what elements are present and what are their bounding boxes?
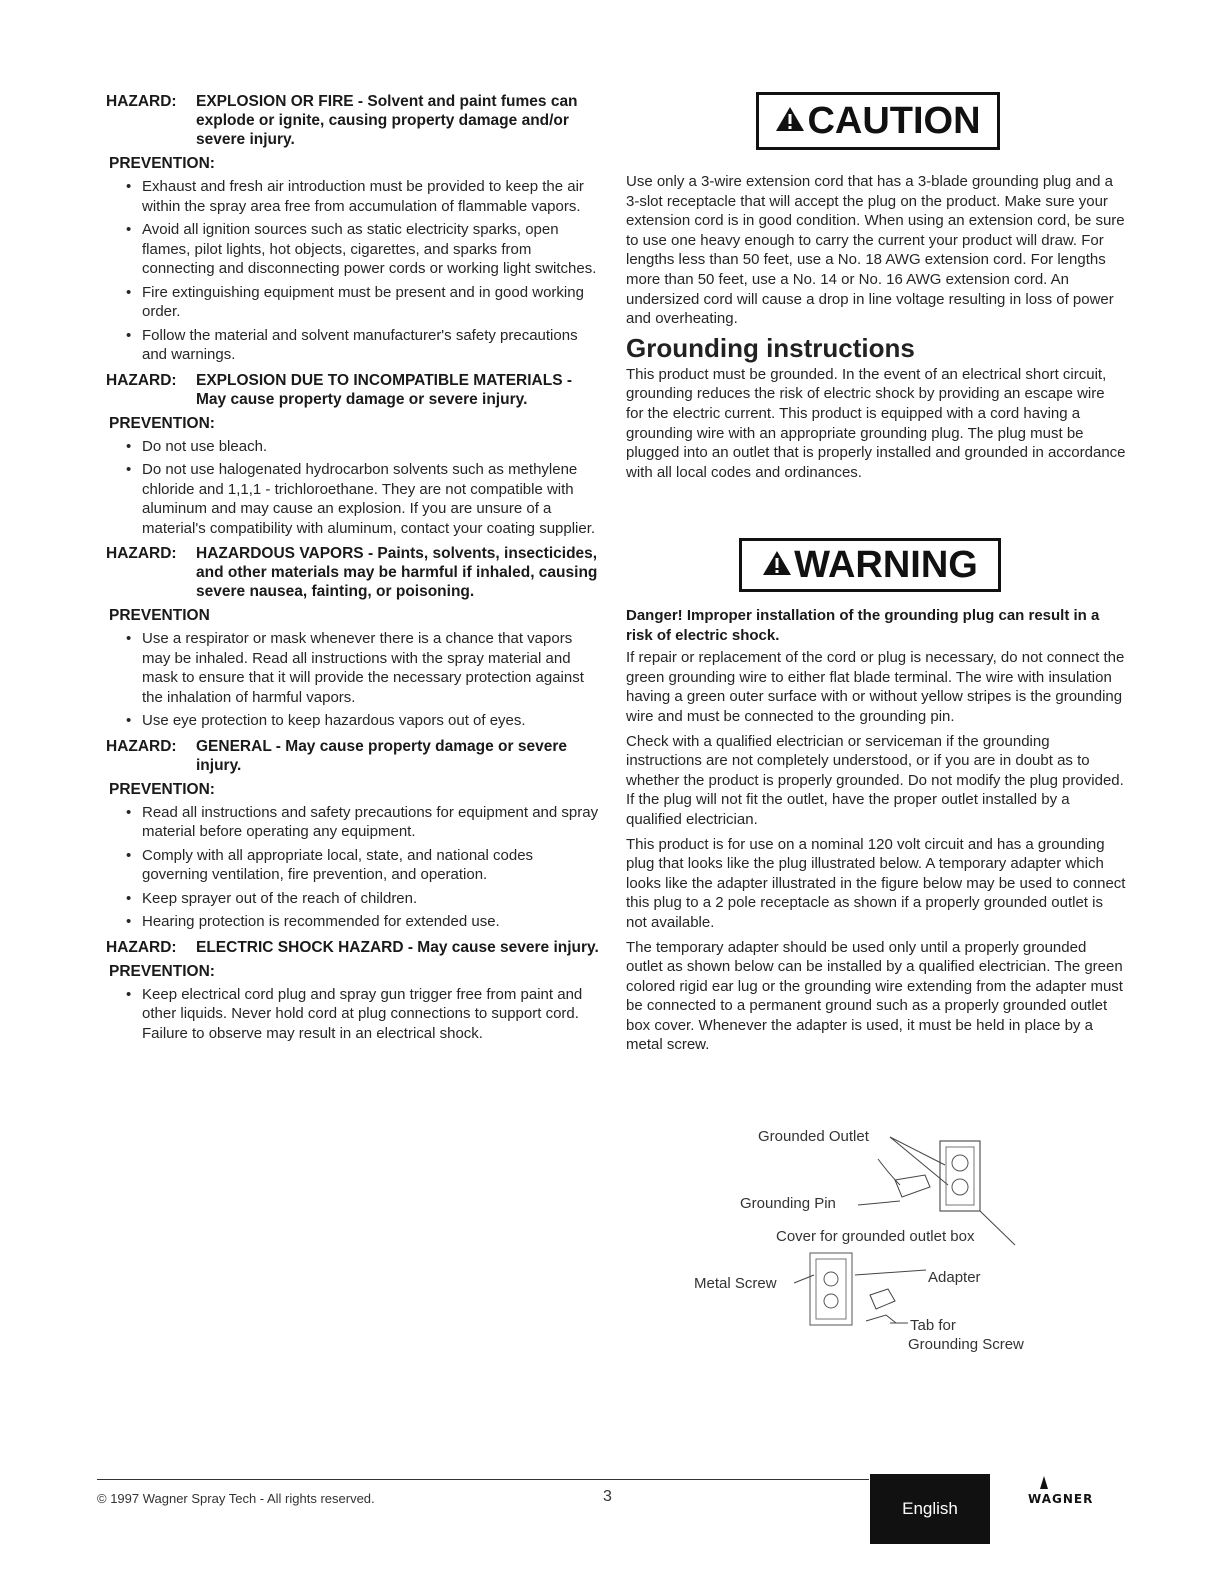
list-item: • Exhaust and fresh air introduction must be provided to keep the air within the spray area free from accumulation of flammable vapors. (106, 177, 600, 216)
hazard-heading: HAZARD: ELECTRIC SHOCK HAZARD - May cause severe injury. (106, 938, 599, 956)
paragraph: This product is for use on a nominal 120 volt circuit and has a grounding plug that looks like the plug illustrated below. A temporary adapter which looks like the adapter illustrated in the figure below may be used to connect this plug to a 2 pole receptacle as shown if a properly grounded outlet is not available. (626, 835, 1126, 931)
prevention-list (106, 629, 600, 731)
prevention-label: PREVENTION: (109, 780, 215, 798)
prevention-label: PREVENTION: (109, 155, 215, 172)
prevention-label: PREVENTION: (109, 414, 215, 432)
paragraph: If repair or replacement of the cord or plug is necessary, do not connect the green grounding wire to either flat blade terminal. The wire with insulation having a green outer surface with or without yellow stripes is the grounding wire and must be connected to the grounding pin. (626, 649, 1125, 725)
warning-label: WARNING (794, 543, 978, 586)
label-grounding-pin: Grounding Pin (740, 1195, 836, 1212)
label-grounded-outlet: Grounded Outlet (758, 1128, 869, 1145)
hazard-heading: HAZARD: EXPLOSION OR FIRE - Solvent and paint fumes can explode or ignite, causing property damage and/or severe injury. (106, 93, 578, 148)
label-metal-screw: Metal Screw (694, 1275, 777, 1292)
list-item: • Use eye protection to keep hazardous vapors out of eyes. (106, 711, 600, 731)
copyright: © 1997 Wagner Spray Tech - All rights reserved. (97, 1491, 375, 1506)
prevention-list (106, 437, 600, 539)
hazard-heading: HAZARD: GENERAL - May cause property damage or severe injury. (106, 737, 567, 774)
grounding-title: Grounding instructions (626, 332, 915, 363)
paragraph: Check with a qualified electrician or serviceman if the grounding instructions are not completely understood, or if you are in doubt as to whether the product is properly grounded. Do not modify the plug provided. If the plug will not fit the outlet, have the proper outlet installed by a qualified electrician. (626, 732, 1124, 828)
wagner-flame-icon (1024, 1476, 1064, 1490)
paragraph: The temporary adapter should be used only until a properly grounded outlet as shown below can be installed by a qualified electrician. The green colored rigid ear lug or the grounding wire extending from the adapter must be connected to a permanent ground such as a properly grounded outlet box cover. Whenever the adapter is used, it must be held in place by a metal screw. (626, 938, 1123, 1054)
right-column-lower (626, 606, 1126, 1060)
list-item: • Use a respirator or mask whenever there is a chance that vapors may be inhaled. Read all instructions with the spray material and mask to ensure that it will provide the necessary protection against the inhalation of harmful vapors. (106, 629, 600, 707)
page-number: 3 (603, 1488, 612, 1505)
prevention-label: PREVENTION: (109, 962, 215, 980)
list-item: • Avoid all ignition sources such as static electricity sparks, open flames, pilot lights, hot objects, cigarettes, and sparks from connecting and disconnecting power cords or working light switches. (106, 220, 600, 279)
label-tab: Tab for (910, 1317, 956, 1334)
caution-callout (756, 92, 1000, 150)
label-adapter: Adapter (928, 1269, 981, 1286)
prevention-list (106, 985, 600, 1044)
caution-text: Use only a 3-wire extension cord that has a 3-blade grounding plug and a 3-slot receptacle that will accept the plug on the product. Make sure your extension cord is in good condition. When using an extension cord, be sure to use one heavy enough to carry the current your product will draw. For lengths less than 50 feet, use a No. 18 AWG extension cord. For lengths more than 50 feet, use a No. 14 or No. 16 AWG extension cord. An undersized cord will cause a drop in line voltage resulting in loss of power and overheating. (626, 173, 1125, 328)
brand-logo: WAGNER (1024, 1484, 1124, 1524)
list-item: • Comply with all appropriate local, state, and national codes governing ventilation, fire prevention, and operation. (106, 846, 600, 885)
grounding-text: This product must be grounded. In the event of an electrical short circuit, grounding reduces the risk of electric shock by providing an escape wire for the electric current. This product is equipped with a cord having a grounding wire with an appropriate grounding plug. The plug must be plugged into an outlet that is properly installed and grounded in accordance with all local codes and ordinances. (626, 365, 1126, 481)
left-column (106, 86, 600, 1049)
list-item: • Do not use halogenated hydrocarbon solvents such as methylene chloride and 1,1,1 - trichloroethane. They are not compatible with aluminum and may cause an explosion. If you are unsure of a material's compatibility with aluminum, contact your coating supplier. (106, 460, 600, 538)
warning-triangle-icon (762, 544, 792, 587)
prevention-list (106, 177, 600, 365)
caution-label: CAUTION (807, 99, 981, 142)
hazard-title: EXPLOSION OR FIRE - Solvent and paint fumes can explode or ignite, causing property damage and/or severe injury. (196, 93, 578, 148)
warning-triangle-icon (775, 100, 805, 143)
hazard-title: GENERAL - May cause property damage or severe injury. (196, 737, 567, 774)
list-item: • Do not use bleach. (106, 437, 600, 457)
prevention-label: PREVENTION (109, 607, 210, 624)
hazard-heading: HAZARD: EXPLOSION DUE TO INCOMPATIBLE MATERIALS - May cause property damage or severe injury. (106, 371, 573, 408)
list-item: • Hearing protection is recommended for extended use. (106, 912, 600, 932)
footer-rule (97, 1479, 869, 1480)
list-item: • Keep sprayer out of the reach of children. (106, 889, 600, 909)
prevention-list (106, 803, 600, 932)
hazard-title: ELECTRIC SHOCK HAZARD - May cause severe injury. (196, 938, 599, 956)
danger-text: Danger! Improper installation of the grounding plug can result in a risk of electric shock. (626, 607, 1100, 644)
grounding-figure (690, 1125, 1070, 1365)
label-cover: Cover for grounded outlet box (776, 1228, 975, 1245)
list-item: • Follow the material and solvent manufacturer's safety precautions and warnings. (106, 326, 600, 365)
hazard-title: EXPLOSION DUE TO INCOMPATIBLE MATERIALS - May cause property damage or severe injury. (196, 371, 573, 408)
warning-callout (739, 538, 1001, 592)
hazard-title: HAZARDOUS VAPORS - Paints, solvents, insecticides, and other materials may be harmful if inhaled, causing severe nausea, fainting, or poisoning. (196, 545, 598, 600)
list-item: • Read all instructions and safety precautions for equipment and spray material before operating any equipment. (106, 803, 600, 842)
list-item: • Keep electrical cord plug and spray gun trigger free from paint and other liquids. Never hold cord at plug connections to support cord. Failure to observe may result in an electrical shock. (106, 985, 600, 1044)
language-tab: English (870, 1474, 990, 1544)
list-item: • Fire extinguishing equipment must be present and in good working order. (106, 283, 600, 322)
label-grounding-screw: Grounding Screw (908, 1336, 1024, 1353)
hazard-heading: HAZARD: HAZARDOUS VAPORS - Paints, solvents, insecticides, and other materials may be harmful if inhaled, causing severe nausea, fainting, or poisoning. (106, 545, 598, 600)
